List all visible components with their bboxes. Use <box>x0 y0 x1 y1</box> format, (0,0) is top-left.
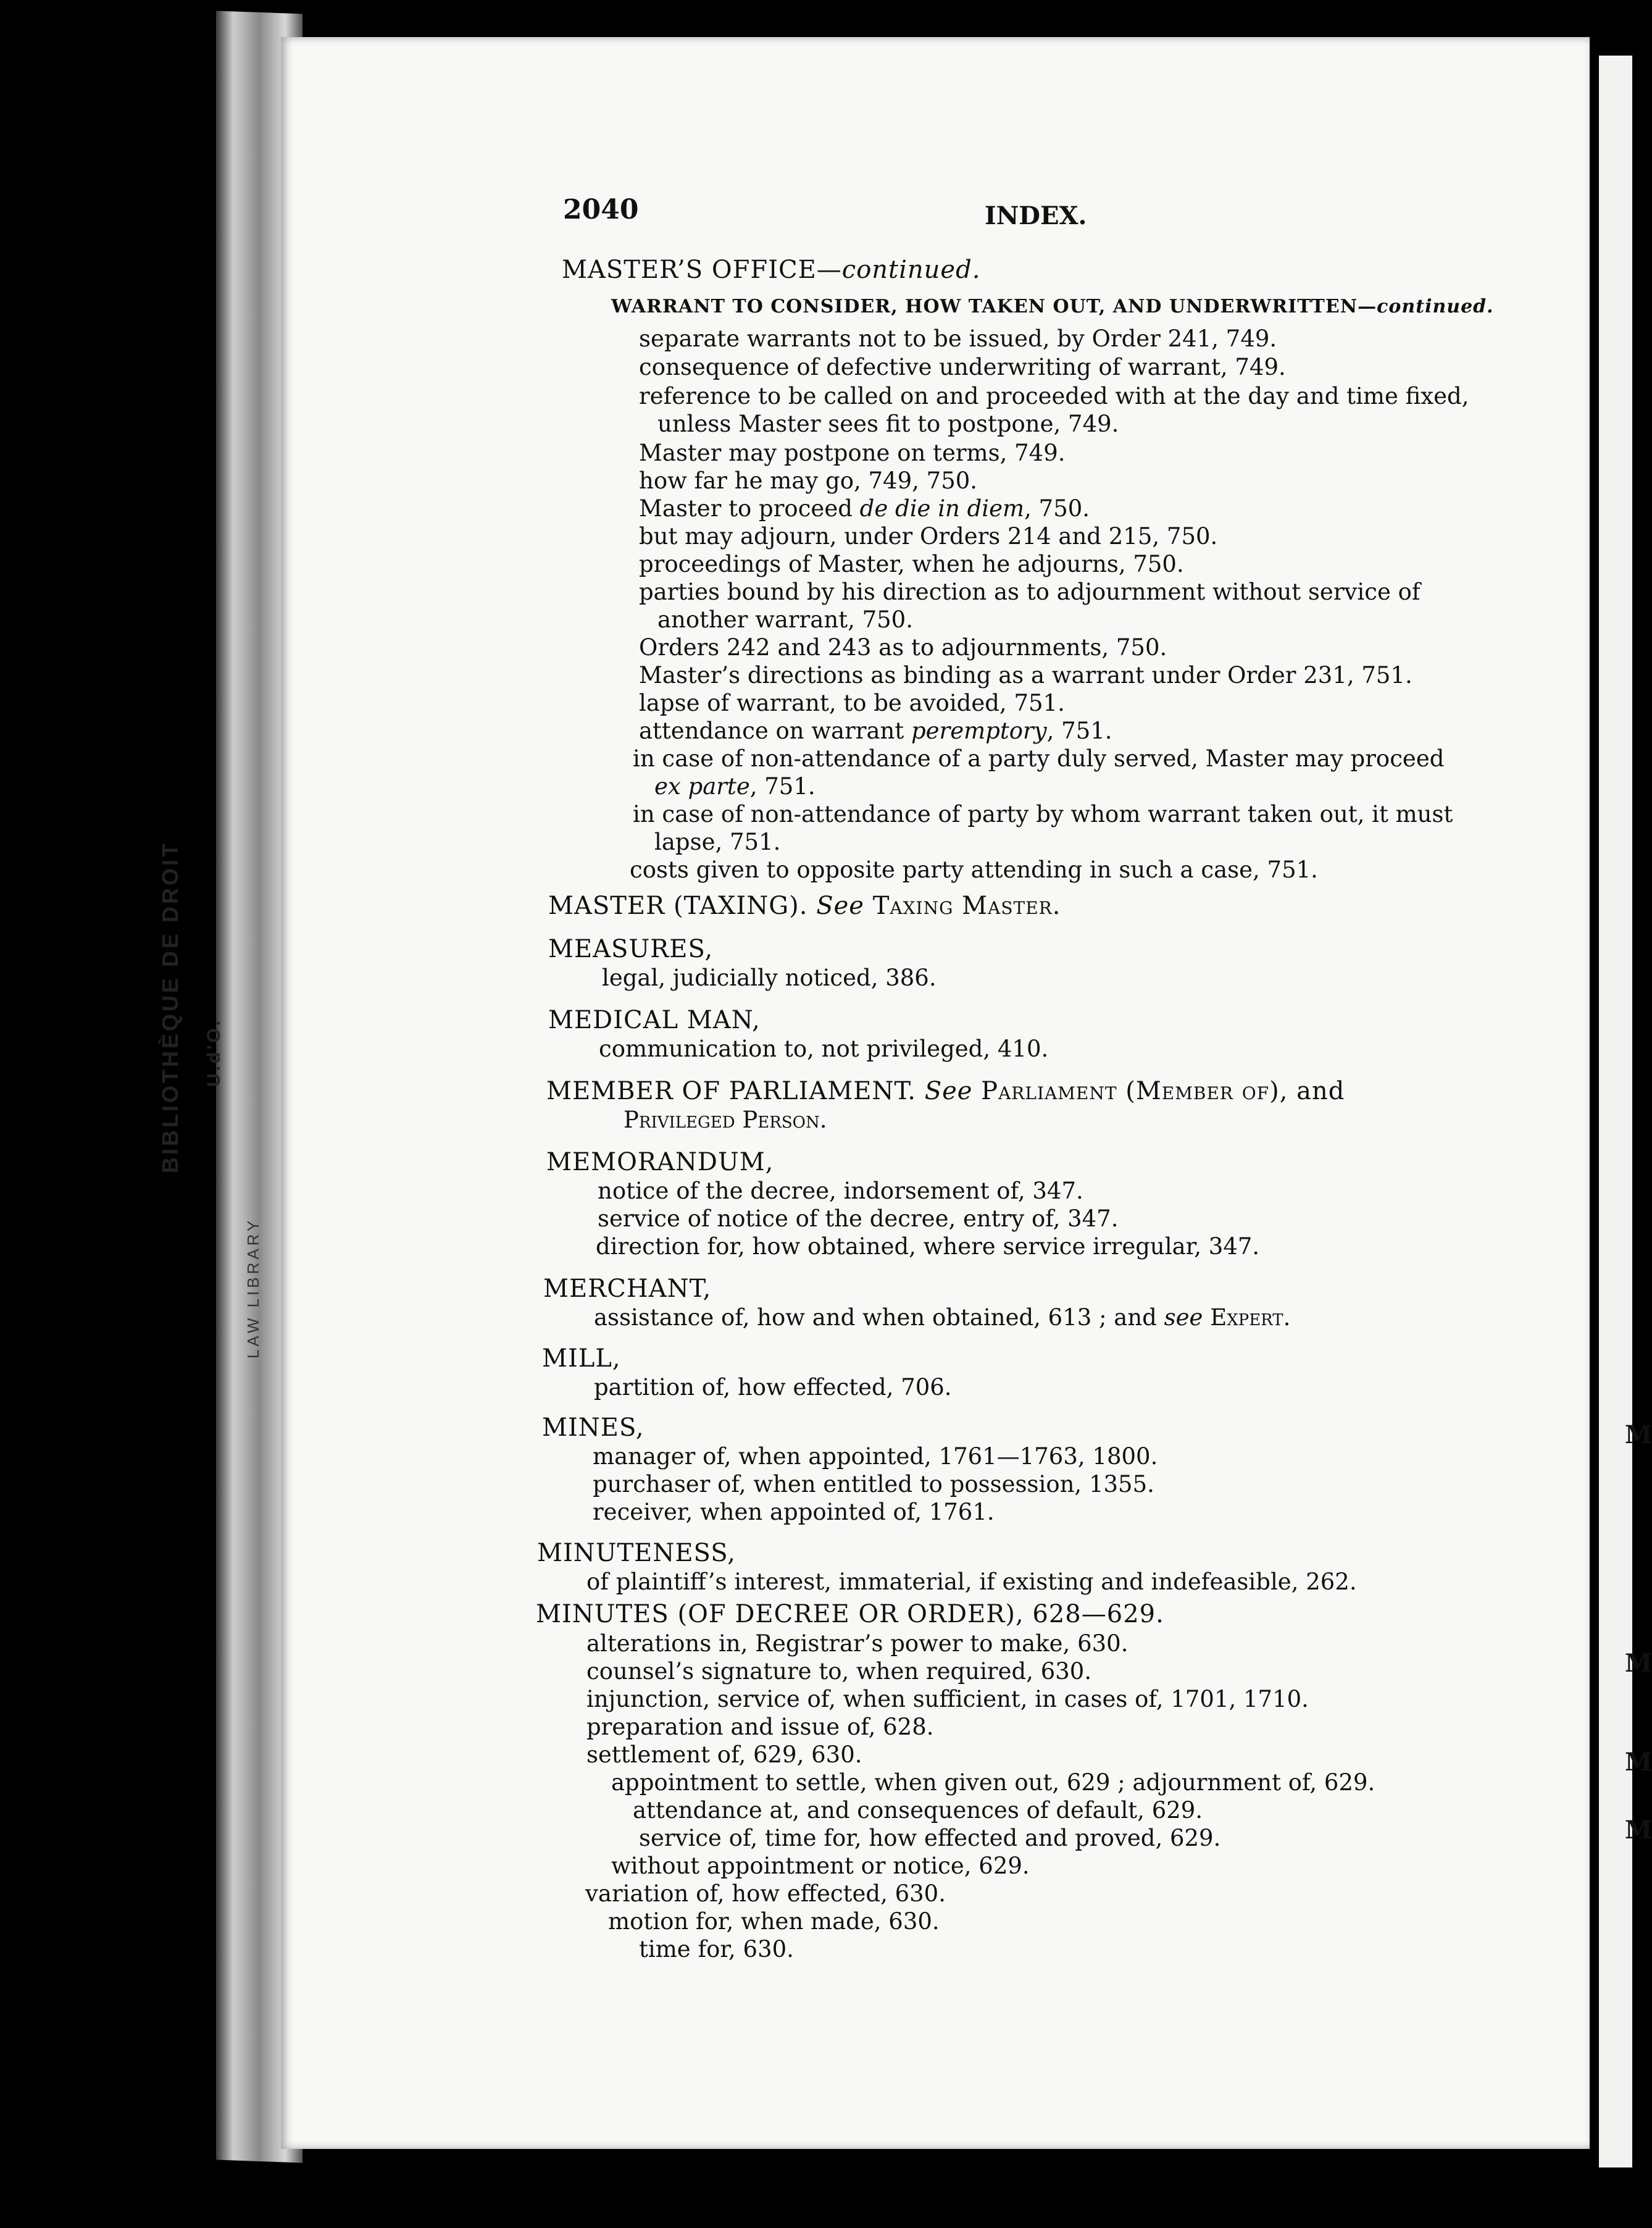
facing-page-letter: M <box>1625 1649 1652 1678</box>
index-text-run <box>972 1077 981 1105</box>
index-entry <box>585 1880 946 1908</box>
index-entry <box>599 1036 1048 1063</box>
index-text-run: lapse, 751. <box>654 829 781 855</box>
index-text-run: MEMORANDUM, <box>546 1148 774 1176</box>
index-text-run: Expert. <box>1210 1304 1291 1331</box>
index-entry <box>593 1499 995 1526</box>
index-entry <box>639 440 1066 467</box>
index-entry <box>602 965 937 992</box>
index-text-run: MEASURES, <box>548 935 714 963</box>
index-text-run: counsel’s signature to, when required, 630. <box>586 1658 1092 1685</box>
index-entry <box>594 1304 1290 1331</box>
index-text-run: settlement of, 629, 630. <box>586 1741 862 1768</box>
index-headword <box>543 1275 711 1302</box>
index-entry <box>639 718 1112 745</box>
facing-page-letter: M <box>1625 1815 1652 1845</box>
index-text-run: reference to be called on and proceeded with at the day and time fixed, <box>639 383 1469 409</box>
page-number: 2040 <box>563 194 639 225</box>
index-headword <box>536 1601 1164 1628</box>
index-headword <box>548 892 1061 919</box>
index-entry <box>654 829 780 856</box>
index-text-run: Parliament (Member of) <box>981 1077 1280 1105</box>
index-entry <box>633 801 1453 828</box>
index-text-run: MILL, <box>542 1344 621 1373</box>
index-text-run: motion for, when made, 630. <box>608 1908 940 1935</box>
index-text-run: service of notice of the decree, entry of, 347. <box>598 1205 1119 1232</box>
index-text-run: separate warrants not to be issued, by Order 241, 749. <box>639 325 1277 352</box>
index-text-run: ex parte <box>654 773 750 800</box>
index-entry <box>586 1630 1128 1657</box>
spine-stamp-law-library: LAW LIBRARY <box>244 1217 262 1359</box>
index-text-run: MEMBER OF PARLIAMENT. <box>546 1077 925 1105</box>
index-text-run: Privileged Person. <box>624 1107 827 1133</box>
index-text-run: variation of, how effected, 630. <box>585 1880 946 1907</box>
index-text-run: peremptory <box>911 718 1047 744</box>
index-text-run: in case of non-attendance of a party duly served, Master may proceed <box>633 745 1445 772</box>
index-entry <box>586 1568 1357 1596</box>
index-entry <box>598 1178 1083 1205</box>
index-text-run: WARRANT TO CONSIDER, HOW TAKEN OUT, AND UNDERWRITTEN— <box>611 296 1377 317</box>
index-text-run: assistance of, how and when obtained, 613 ; and <box>594 1304 1164 1331</box>
index-text-run: MINUTENESS, <box>537 1539 736 1567</box>
index-text-run: see <box>1164 1304 1203 1331</box>
index-text-run: Master to proceed <box>639 495 860 522</box>
index-entry <box>596 1233 1259 1260</box>
index-text-run: MINES, <box>542 1413 645 1442</box>
index-headword <box>562 256 980 283</box>
index-entry <box>633 1797 1203 1824</box>
index-entry <box>611 1853 1030 1880</box>
index-text-run: See <box>924 1077 973 1105</box>
index-entry <box>593 1471 1154 1498</box>
index-text-run: in case of non-attendance of party by whom warrant taken out, it must <box>633 801 1453 827</box>
index-text-run: purchaser of, when entitled to possession, 1355. <box>593 1471 1154 1497</box>
index-text-run: Master’s directions as binding as a warrant under Order 231, 751. <box>639 662 1412 689</box>
index-entry <box>608 1908 940 1935</box>
index-text-run: MINUTES (OF DECREE OR ORDER), 628—629. <box>536 1600 1164 1628</box>
index-text-run: unless Master sees fit to postpone, 749. <box>657 411 1119 437</box>
index-text-run: costs given to opposite party attending in such a case, 751. <box>630 856 1318 883</box>
index-entry <box>639 579 1420 606</box>
index-entry <box>586 1686 1309 1713</box>
facing-page-letter: M <box>1625 1420 1652 1449</box>
index-entry <box>657 606 913 634</box>
spine-stamp-library: BIBLIOTHÈQUE DE DROIT <box>157 840 183 1173</box>
index-text-run: legal, judicially noticed, 386. <box>602 965 937 991</box>
index-entry <box>639 523 1217 550</box>
index-entry <box>639 634 1167 661</box>
index-text-run: continued. <box>841 256 981 284</box>
index-text-run: appointment to settle, when given out, 629 ; adjournment of, 629. <box>611 1769 1375 1796</box>
index-text-run: service of, time for, how effected and proved, 629. <box>639 1825 1221 1851</box>
index-entry <box>594 1374 952 1401</box>
index-headword <box>546 1078 1345 1105</box>
index-entry <box>657 411 1119 438</box>
index-entry <box>639 495 1090 522</box>
facing-page-letter: M <box>1625 1748 1652 1777</box>
index-text-run: partition of, how effected, 706. <box>594 1374 952 1401</box>
index-text-run: time for, 630. <box>639 1936 794 1962</box>
index-text-run: proceedings of Master, when he adjourns, 750. <box>639 551 1184 577</box>
index-headword <box>537 1539 736 1567</box>
index-entry <box>586 1658 1091 1685</box>
index-entry <box>586 1741 862 1769</box>
index-entry <box>639 551 1184 578</box>
index-entry <box>639 1936 794 1963</box>
index-text-run: , and <box>1279 1077 1345 1105</box>
index-text-run: manager of, when appointed, 1761—1763, 1800. <box>593 1443 1158 1470</box>
index-text-run: lapse of warrant, to be avoided, 751. <box>639 690 1065 716</box>
index-text-run: attendance on warrant <box>639 718 911 744</box>
index-text-run: direction for, how obtained, where service irregular, 347. <box>596 1233 1260 1260</box>
index-text-run: alterations in, Registrar’s power to make, 630. <box>586 1630 1128 1657</box>
index-entry <box>593 1443 1158 1470</box>
index-text-run: notice of the decree, indorsement of, 347. <box>598 1178 1083 1204</box>
index-text-run <box>864 892 873 920</box>
index-text-run: without appointment or notice, 629. <box>611 1853 1030 1879</box>
index-entry <box>586 1714 934 1741</box>
index-text-run: preparation and issue of, 628. <box>586 1714 934 1740</box>
running-title: INDEX. <box>985 201 1087 230</box>
index-text-run: MASTER (TAXING). <box>548 892 817 920</box>
index-text-run: Master may postpone on terms, 749. <box>639 440 1066 466</box>
index-entry <box>639 662 1412 689</box>
index-entry <box>639 325 1277 353</box>
index-entry <box>639 383 1469 410</box>
index-entry <box>598 1205 1119 1233</box>
index-text-run: MEDICAL MAN, <box>548 1006 761 1034</box>
index-text-run: communication to, not privileged, 410. <box>599 1036 1049 1062</box>
index-entry <box>654 773 816 800</box>
index-text-run: consequence of defective underwriting of warrant, 749. <box>639 354 1286 380</box>
index-text-run: de die in diem <box>859 495 1025 522</box>
index-text-run: Taxing Master. <box>872 892 1061 920</box>
index-entry <box>639 467 977 495</box>
index-text-run: injunction, service of, when sufficient, in cases of, 1701, 1710. <box>586 1686 1309 1712</box>
index-text-run: , 751. <box>749 773 816 800</box>
index-text-run: receiver, when appointed of, 1761. <box>593 1499 995 1525</box>
index-entry <box>633 745 1444 773</box>
index-text-run: Orders 242 and 243 as to adjournments, 750. <box>639 634 1167 661</box>
index-text-run: MASTER’S OFFICE— <box>562 256 842 284</box>
index-entry <box>639 1825 1220 1852</box>
index-text-run: another warrant, 750. <box>657 606 913 633</box>
index-headword <box>546 1149 774 1176</box>
index-headword <box>548 936 713 963</box>
index-text-run: how far he may go, 749, 750. <box>639 467 978 494</box>
index-headword <box>548 1007 761 1034</box>
index-entry <box>639 354 1286 381</box>
index-text-run: , 750. <box>1024 495 1090 522</box>
index-text-run: parties bound by his direction as to adjournment without service of <box>639 579 1420 605</box>
index-text-run: continued. <box>1377 296 1494 317</box>
index-headword <box>542 1414 645 1441</box>
index-text-run: but may adjourn, under Orders 214 and 215, 750. <box>639 523 1218 550</box>
index-headword <box>542 1345 621 1372</box>
spine-stamp-university: U.d'O. <box>204 1018 224 1087</box>
index-entry <box>624 1107 827 1134</box>
index-text-run: MERCHANT, <box>543 1275 712 1303</box>
index-text-run: See <box>816 892 864 920</box>
index-entry <box>639 690 1065 717</box>
index-text-run: of plaintiff’s interest, immaterial, if existing and indefeasible, 262. <box>586 1568 1357 1595</box>
index-subheading <box>611 293 1494 320</box>
index-text-run: , 751. <box>1046 718 1112 744</box>
index-entry <box>630 856 1318 884</box>
index-text-run: attendance at, and consequences of default, 629. <box>633 1797 1203 1824</box>
index-entry <box>611 1769 1375 1796</box>
index-text-run <box>1203 1304 1210 1331</box>
